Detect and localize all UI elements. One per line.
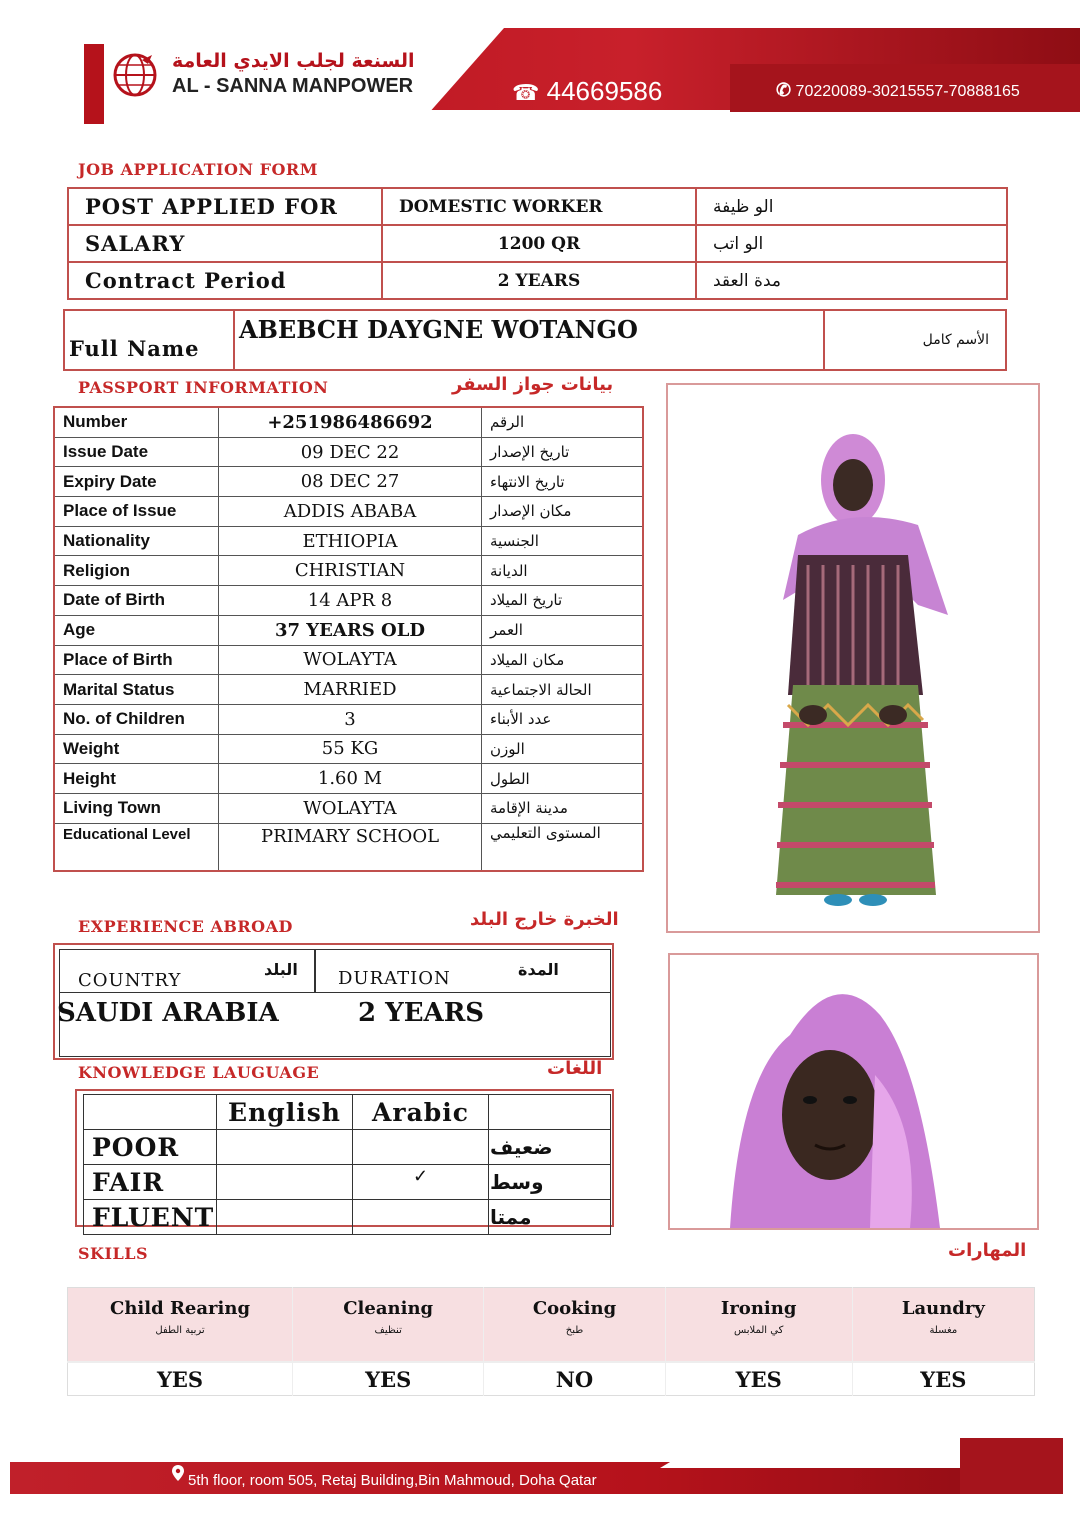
passport-field-value: 1.60 M	[219, 764, 482, 794]
skill-name-arabic: كي الملابس	[733, 1325, 784, 1336]
job-details-table	[67, 187, 1008, 300]
passport-field-label: Religion	[54, 556, 219, 586]
skill-header	[68, 1288, 293, 1363]
passport-field-label-arabic: الجنسية	[482, 526, 644, 556]
passport-field-label: Number	[54, 407, 219, 437]
skill-name: Cleaning	[343, 1298, 434, 1319]
experience-title-arabic: الخبرة خارج البلد	[470, 909, 619, 930]
passport-field-label-arabic: مكان الميلاد	[482, 645, 644, 675]
language-level: FLUENT	[84, 1200, 217, 1235]
phone-secondary	[776, 80, 1020, 101]
experience-table	[53, 943, 614, 1060]
job-row	[68, 262, 1007, 299]
passport-field-value: WOLAYTA	[219, 645, 482, 675]
passport-field-label: Date of Birth	[54, 586, 219, 616]
passport-field-label-arabic: الحالة الاجتماعية	[482, 675, 644, 705]
passport-field-label-arabic: مدينة الإقامة	[482, 793, 644, 823]
language-level-arabic: ضعيف	[489, 1130, 611, 1165]
passport-field-label-arabic: العمر	[482, 615, 644, 645]
skill-value: NO	[484, 1362, 665, 1396]
passport-field-value: 09 DEC 22	[219, 437, 482, 467]
language-level-row	[84, 1165, 611, 1200]
language-level-arabic: وسط	[489, 1165, 611, 1200]
passport-field-label-arabic: المستوى التعليمي	[482, 823, 644, 871]
languages-corner	[84, 1095, 217, 1130]
language-level: FAIR	[84, 1165, 217, 1200]
job-value: 1200 QR	[382, 225, 696, 262]
passport-field-value: WOLAYTA	[219, 793, 482, 823]
passport-field-value: 08 DEC 27	[219, 467, 482, 497]
phone-main	[512, 76, 662, 107]
job-value: 2 YEARS	[382, 262, 696, 299]
experience-divider	[314, 950, 316, 992]
passport-field-label: Marital Status	[54, 675, 219, 705]
footer-address: 5th floor, room 505, Retaj Building,Bin Mahmoud, Doha Qatar	[188, 1472, 597, 1489]
job-label: SALARY	[68, 225, 382, 262]
portrait-photo	[668, 953, 1039, 1230]
passport-field-label: Issue Date	[54, 437, 219, 467]
full-name-table	[63, 309, 1007, 371]
location-pin-icon	[172, 1465, 184, 1481]
passport-row	[54, 823, 643, 871]
phone-main-number: 44669586	[546, 76, 663, 106]
skill-value: YES	[852, 1362, 1034, 1396]
full-body-photo	[666, 383, 1040, 933]
passport-row	[54, 764, 643, 794]
skill-value: YES	[665, 1362, 852, 1396]
passport-field-label-arabic: الرقم	[482, 407, 644, 437]
skills-title: SKILLS	[78, 1244, 148, 1263]
language-arabic-mark	[353, 1130, 489, 1165]
language-column-arabic: Arabic	[353, 1095, 489, 1130]
language-level-arabic: ممتا	[489, 1200, 611, 1235]
language-level-row	[84, 1130, 611, 1165]
passport-field-value: 14 APR 8	[219, 586, 482, 616]
passport-row	[54, 586, 643, 616]
skill-name: Ironing	[720, 1298, 797, 1319]
country-label-arabic: البلد	[264, 960, 298, 979]
mobile-icon: ✆	[776, 80, 792, 100]
skills-table	[67, 1287, 1035, 1396]
skill-name-arabic: مغسلة	[929, 1325, 958, 1336]
languages-table	[83, 1094, 611, 1235]
experience-inner	[59, 949, 611, 1057]
job-row	[68, 225, 1007, 262]
passport-field-label-arabic: عدد الأبناء	[482, 704, 644, 734]
passport-field-label-arabic: الوزن	[482, 734, 644, 764]
passport-field-label-arabic: الديانة	[482, 556, 644, 586]
passport-row	[54, 526, 643, 556]
passport-field-label: Educational Level	[54, 823, 219, 871]
company-name-arabic: السنعة لجلب الايدي العامة	[172, 50, 415, 72]
passport-field-label: Place of Birth	[54, 645, 219, 675]
duration-label-arabic: المدة	[518, 960, 559, 979]
job-label: Contract Period	[68, 262, 382, 299]
person-full-icon	[668, 385, 1038, 931]
passport-field-label: Height	[54, 764, 219, 794]
skill-header	[484, 1288, 665, 1363]
language-arabic-mark	[353, 1200, 489, 1235]
skill-name-arabic: تنظيف	[374, 1325, 402, 1336]
passport-field-value: +251986486692	[219, 407, 482, 437]
person-portrait-icon	[670, 955, 1037, 1228]
skills-header-row	[68, 1288, 1035, 1363]
passport-row	[54, 556, 643, 586]
phone-icon: ☎	[512, 80, 540, 105]
passport-field-label: Place of Issue	[54, 497, 219, 527]
job-value: DOMESTIC WORKER	[382, 188, 696, 225]
skill-header	[852, 1288, 1034, 1363]
passport-row	[54, 407, 643, 437]
passport-field-value: CHRISTIAN	[219, 556, 482, 586]
passport-row	[54, 704, 643, 734]
globe-logo-icon	[112, 52, 158, 98]
skill-header	[293, 1288, 484, 1363]
passport-field-label: Living Town	[54, 793, 219, 823]
passport-field-label: Age	[54, 615, 219, 645]
passport-title: PASSPORT INFORMATION	[78, 378, 329, 397]
passport-row	[54, 437, 643, 467]
passport-field-label: Nationality	[54, 526, 219, 556]
passport-field-value: ETHIOPIA	[219, 526, 482, 556]
skill-name: Child Rearing	[110, 1298, 251, 1319]
languages-title-arabic: اللغات	[547, 1058, 603, 1079]
passport-field-value: ADDIS ABABA	[219, 497, 482, 527]
full-name-row	[64, 310, 1006, 370]
languages-title: KNOWLEDGE LAUGUAGE	[78, 1063, 320, 1082]
skill-name-arabic: تربية الطفل	[155, 1325, 205, 1336]
country-label: COUNTRY	[78, 970, 182, 991]
form-title: JOB APPLICATION FORM	[78, 160, 318, 179]
passport-field-value: 3	[219, 704, 482, 734]
passport-field-value: MARRIED	[219, 675, 482, 705]
full-name-label-arabic: الأسم كامل	[824, 310, 1006, 370]
passport-field-label: Expiry Date	[54, 467, 219, 497]
skill-header	[665, 1288, 852, 1363]
passport-field-label-arabic: تاريخ الانتهاء	[482, 467, 644, 497]
experience-duration: 2 YEARS	[358, 998, 485, 1028]
language-level: POOR	[84, 1130, 217, 1165]
full-name-label: Full Name	[64, 310, 234, 370]
job-label: POST APPLIED FOR	[68, 188, 382, 225]
passport-title-arabic: بيانات جواز السفر	[452, 374, 614, 395]
skill-value: YES	[293, 1362, 484, 1396]
languages-corner-right	[489, 1095, 611, 1130]
language-english-mark	[217, 1200, 353, 1235]
skill-name: Laundry	[901, 1298, 985, 1319]
job-label-arabic: الو ظيفة	[696, 188, 1007, 225]
languages-box	[75, 1089, 614, 1232]
language-english-mark	[217, 1165, 353, 1200]
passport-row	[54, 615, 643, 645]
language-arabic-mark: ✓	[353, 1165, 489, 1200]
language-english-mark	[217, 1130, 353, 1165]
passport-field-value: 37 YEARS OLD	[219, 615, 482, 645]
duration-label: DURATION	[338, 968, 451, 989]
full-name-value: ABEBCH DAYGNE WOTANGO	[234, 310, 824, 370]
passport-field-label: No. of Children	[54, 704, 219, 734]
skills-value-row	[68, 1362, 1035, 1396]
job-row	[68, 188, 1007, 225]
experience-title: EXPERIENCE ABROAD	[78, 917, 293, 936]
job-label-arabic: الو اتب	[696, 225, 1007, 262]
languages-header-row	[84, 1095, 611, 1130]
passport-row	[54, 793, 643, 823]
skills-title-arabic: المهارات	[948, 1240, 1027, 1261]
language-column-english: English	[217, 1095, 353, 1130]
passport-row	[54, 645, 643, 675]
passport-row	[54, 467, 643, 497]
passport-field-label-arabic: مكان الإصدار	[482, 497, 644, 527]
passport-table	[53, 406, 644, 872]
passport-field-label: Weight	[54, 734, 219, 764]
passport-row	[54, 497, 643, 527]
skill-value: YES	[68, 1362, 293, 1396]
job-label-arabic: مدة العقد	[696, 262, 1007, 299]
passport-field-value: 55 KG	[219, 734, 482, 764]
language-level-row	[84, 1200, 611, 1235]
experience-country: SAUDI ARABIA	[57, 998, 279, 1028]
passport-row	[54, 675, 643, 705]
skill-name-arabic: طبخ	[565, 1325, 584, 1336]
passport-field-label-arabic: تاريخ الإصدار	[482, 437, 644, 467]
company-name: AL - SANNA MANPOWER	[172, 75, 414, 97]
phone-other-numbers: 70220089-30215557-70888165	[795, 83, 1020, 100]
passport-field-label-arabic: الطول	[482, 764, 644, 794]
passport-row	[54, 734, 643, 764]
logo-bar	[84, 44, 104, 124]
skill-name: Cooking	[532, 1298, 617, 1319]
footer-corner	[960, 1438, 1063, 1494]
passport-field-label-arabic: تاريخ الميلاد	[482, 586, 644, 616]
passport-field-value: PRIMARY SCHOOL	[219, 823, 482, 871]
